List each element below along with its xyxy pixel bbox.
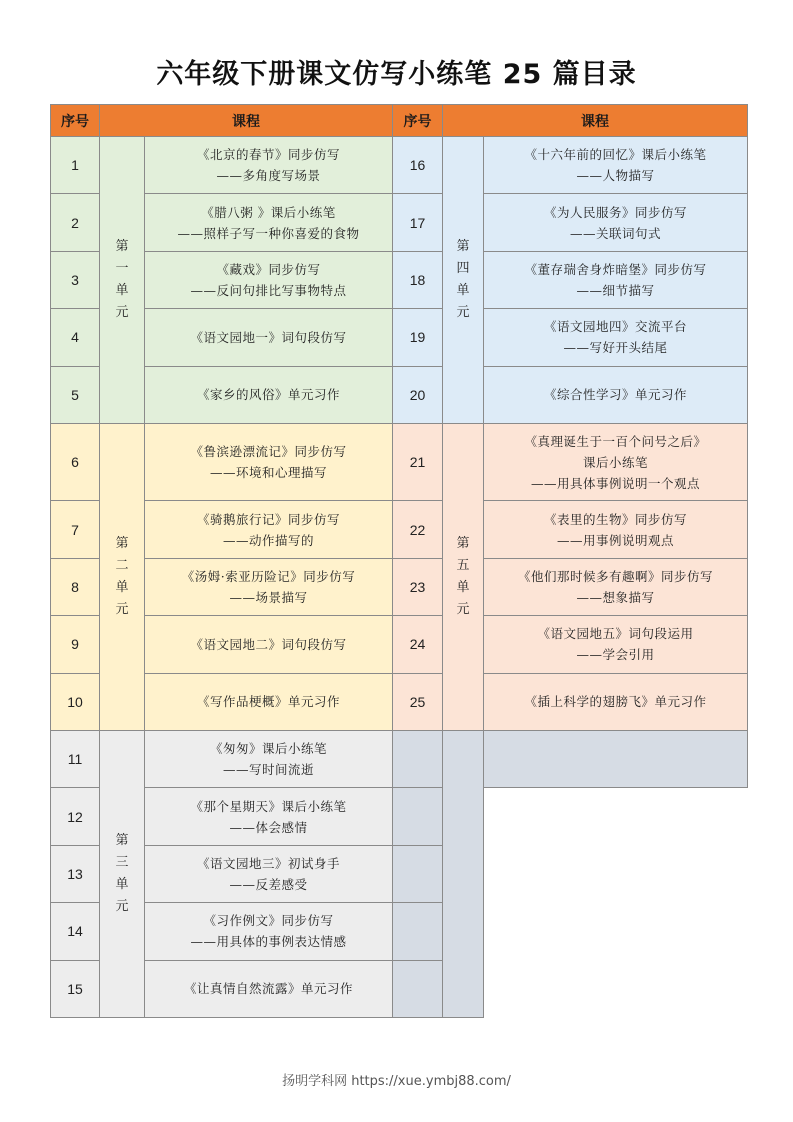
course-line: 《匆匆》课后小练笔 [209,741,327,757]
course-line: 《语文园地五》词句段运用 [537,626,694,642]
course-cell [484,366,748,423]
course-line: ——用事例说明观点 [556,532,674,548]
course-cell [145,137,393,194]
table-row [51,960,748,1017]
course-line: ——照样子写一种你喜爱的食物 [177,225,360,241]
table-row [51,194,748,251]
table-row [51,501,748,558]
seq-number: 2 [51,194,100,251]
unit-char: 第 [115,238,129,254]
course-line: 《写作品梗概》单元习作 [196,694,340,710]
course-cell [145,903,393,960]
course-line: ——反差感受 [229,877,308,892]
unit-char: 四 [456,260,470,276]
table-row [51,731,748,788]
course-line: 《让真情自然流露》单元习作 [183,981,353,997]
seq-number: 20 [393,366,443,423]
course-cell [145,366,393,423]
course-cell [145,616,393,673]
unit-char: 单 [456,579,470,595]
course-cell [145,673,393,730]
unit-char: 单 [115,282,129,298]
unit-char: 单 [115,579,129,595]
header-course-right: 课程 [443,105,748,137]
course-line: 《为人民服务》同步仿写 [543,204,687,220]
course-cell [145,960,393,1017]
course-cell [145,194,393,251]
table-header-row [51,105,748,137]
empty-cell [393,845,443,902]
course-line: 《家乡的风俗》单元习作 [196,387,340,403]
course-line: ——人物描写 [576,168,655,184]
seq-number: 6 [51,423,100,501]
table-row [51,845,748,902]
seq-number: 9 [51,616,100,673]
unit-char: 单 [456,282,470,298]
table-row [51,137,748,194]
course-line: 《他们那时候多有趣啊》同步仿写 [517,569,713,585]
course-line: ——场景描写 [229,590,308,606]
course-cell [484,673,748,730]
empty-cell [443,731,484,1018]
seq-number: 1 [51,137,100,194]
course-cell [145,501,393,558]
course-line: ——环境和心理描写 [209,465,327,481]
course-cell [145,845,393,902]
course-line: ——学会引用 [576,647,655,663]
table-row [51,366,748,423]
table-row [51,673,748,730]
seq-number: 22 [393,501,443,558]
unit-label-u1 [100,137,145,424]
seq-number: 11 [51,731,100,788]
course-cell [484,137,748,194]
course-line: 《语文园地三》初试身手 [196,856,340,871]
course-line: 《语文园地四》交流平台 [543,319,687,335]
empty-cell [393,903,443,960]
table-row [51,309,748,366]
unit-char: 二 [115,557,129,573]
course-line: ——用具体的事例表达情感 [190,934,347,950]
seq-number: 8 [51,558,100,615]
unit-char: 单 [115,877,129,893]
empty-cell [393,960,443,1017]
course-cell [484,501,748,558]
course-line: ——反问句排比写事物特点 [190,282,347,298]
course-line: 《习作例文》同步仿写 [203,913,334,929]
course-line: 《北京的春节》同步仿写 [196,147,340,163]
unit-char: 元 [115,899,129,915]
table-row [51,423,748,501]
table-row [51,903,748,960]
seq-number: 5 [51,366,100,423]
course-line: 《藏戏》同步仿写 [216,261,321,277]
course-cell [484,251,748,308]
empty-cell [393,788,443,845]
course-line: ——动作描写的 [222,532,314,548]
course-cell [145,788,393,845]
course-cell [145,423,393,501]
seq-number: 12 [51,788,100,845]
course-line: 《董存瑞舍身炸暗堡》同步仿写 [524,261,707,277]
course-line: ——写好开头结尾 [563,340,668,356]
table-row [51,616,748,673]
unit-char: 第 [115,833,129,849]
course-line: 《插上科学的翅膀飞》单元习作 [524,694,707,710]
course-line: 《鲁滨逊漂流记》同步仿写 [190,444,347,460]
seq-number: 24 [393,616,443,673]
course-line: ——写时间流逝 [222,762,314,778]
course-line: ——想象描写 [576,590,655,606]
toc-table [50,104,748,1018]
table-row [51,788,748,845]
seq-number: 14 [51,903,100,960]
course-cell [145,309,393,366]
header-course-left: 课程 [100,105,393,137]
table-row [51,251,748,308]
empty-cell [393,731,443,788]
seq-number: 3 [51,251,100,308]
course-line: ——多角度写场景 [216,168,321,184]
unit-label-u2 [100,423,145,730]
unit-label-u3 [100,731,145,1018]
course-line: ——体会感情 [229,819,308,835]
course-cell [484,616,748,673]
seq-number: 7 [51,501,100,558]
unit-char: 一 [115,260,129,276]
seq-number: 23 [393,558,443,615]
unit-char: 元 [456,601,470,617]
course-line: 《那个星期天》课后小练笔 [190,798,347,814]
course-line: 课后小练笔 [582,454,648,470]
table-row [51,558,748,615]
seq-number: 15 [51,960,100,1017]
seq-number: 18 [393,251,443,308]
course-line: 《表里的生物》同步仿写 [543,511,687,527]
empty-cell [484,731,748,788]
header-seq-left: 序号 [51,105,100,137]
course-line: 《骑鹅旅行记》同步仿写 [196,511,340,527]
course-line: 《语文园地二》词句段仿写 [190,636,347,652]
course-cell [145,558,393,615]
course-line: ——用具体事例说明一个观点 [530,475,700,491]
footer-watermark: 扬明学科网 https://xue.ymbj88.com/ [282,1074,511,1089]
page-title: 六年级下册课文仿写小练笔 25 篇目录 [156,59,637,90]
seq-number: 10 [51,673,100,730]
unit-char: 元 [115,601,129,617]
seq-number: 13 [51,845,100,902]
unit-char: 元 [115,304,129,320]
seq-number: 19 [393,309,443,366]
course-cell [484,423,748,501]
course-cell [145,251,393,308]
unit-char: 五 [456,557,470,573]
seq-number: 25 [393,673,443,730]
course-cell [484,309,748,366]
course-line: ——关联词句式 [569,225,661,241]
course-cell [484,194,748,251]
course-line: 《真理诞生于一百个问号之后》 [524,433,707,449]
course-line: 《汤姆·索亚历险记》同步仿写 [181,569,356,585]
course-line: 《综合性学习》单元习作 [543,387,687,403]
course-cell [484,558,748,615]
unit-char: 第 [456,238,470,254]
course-line: 《语文园地一》词句段仿写 [190,329,347,345]
course-cell [145,731,393,788]
course-line: ——细节描写 [576,282,655,298]
course-line: 《十六年前的回忆》课后小练笔 [524,147,707,163]
header-seq-right: 序号 [393,105,443,137]
unit-char: 三 [115,855,129,871]
unit-char: 第 [115,535,129,551]
unit-label-u5 [443,423,484,730]
unit-char: 第 [456,535,470,551]
seq-number: 17 [393,194,443,251]
unit-char: 元 [456,304,470,320]
unit-label-u4 [443,137,484,424]
seq-number: 4 [51,309,100,366]
seq-number: 21 [393,423,443,501]
seq-number: 16 [393,137,443,194]
course-line: 《腊八粥 》课后小练笔 [201,204,336,220]
